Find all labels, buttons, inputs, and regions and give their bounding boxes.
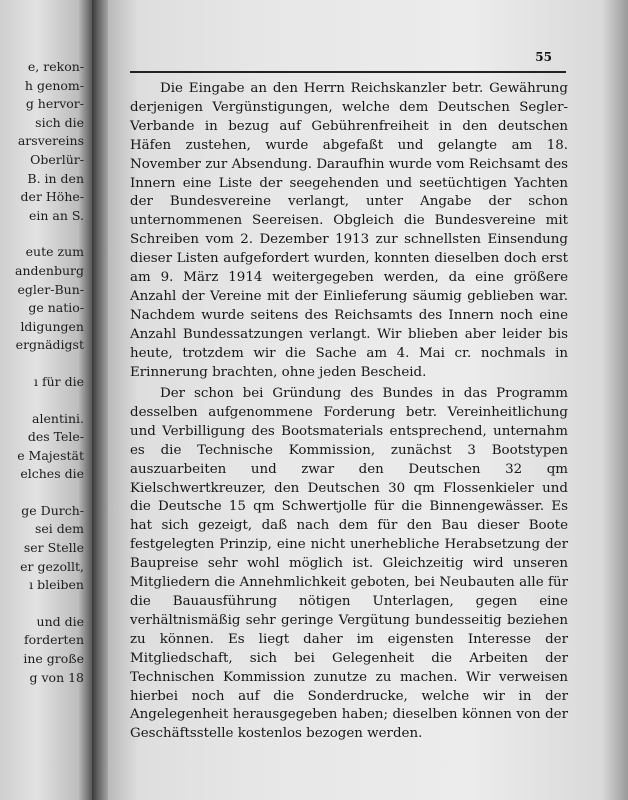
left-group-f: [15, 613, 84, 687]
left-group-b: [15, 243, 84, 355]
left-line: ı bleiben: [29, 577, 84, 593]
left-line: andenburg: [15, 262, 84, 278]
left-group-c: [15, 373, 84, 392]
left-page: [0, 0, 92, 800]
left-page-text: [15, 58, 84, 687]
left-line: ein an S.: [29, 207, 84, 223]
paragraph-bootstypen: Der schon bei Gründung des Bundes in das Programm desselben aufgenommene Forderung betr. Vereinheitlichung und Verbilligung des Bootsmaterials entsprechend, unternahm es die Technische Kommission, zunächst 3 Bootstypen auszuarbeiten und zwar den Deutschen 32 qm Kielschwertkreuzer, den Deutschen 30 qm Flossenkieler und die Deutsche 15 qm Schwertjolle für die Binnengewässer. Es hat sich gezeigt, daß nach dem für den Bau dieser Boote festgelegten Prinzip, eine nicht unerhebliche Herabsetzung der Baupreise sehr wohl möglich ist. Gleichzeitig wird unseren Mitgliedern die Annehmlichkeit geboten, bei Neubauten alle für die Bauausführung nötigen Unterlagen, gegen eine verhältnismäßig sehr geringe Vergütung bundesseitig beziehen zu können. Es liegt daher im eigensten Interesse der Mitgliedschaft, sich bei Gelegenheit die Arbeiten der Technischen Kommission zunutze zu machen. Wir verweisen hierbei noch auf die Sonderdrucke, welche wir in der Angelegenheit herausgegeben haben; dieselben können von der Geschäftsstelle kostenlos bezogen werden.: [130, 386, 568, 742]
right-page: [108, 0, 628, 800]
left-line: ı für die: [34, 373, 84, 389]
left-line: und die: [36, 613, 84, 629]
left-line: er gezollt,: [20, 558, 84, 574]
left-line: egler-Bun-: [17, 281, 84, 297]
left-line: arsvereins: [17, 133, 84, 149]
header-rule: [130, 71, 566, 73]
left-line: elches die: [20, 466, 84, 482]
left-line: e, rekon-: [27, 59, 84, 74]
left-line: ge natio-: [28, 300, 84, 316]
left-line: ldigungen: [20, 318, 84, 334]
left-line: der Höhe-: [20, 189, 84, 205]
left-group-e: [15, 502, 84, 595]
left-line: ser Stelle: [23, 540, 84, 556]
left-line: ergnädigst: [15, 337, 84, 353]
left-line: sei dem: [34, 521, 84, 537]
left-line: ge Durch-: [21, 502, 84, 518]
left-group-a: [15, 58, 84, 225]
left-line: ine große: [23, 651, 84, 667]
left-line: h genom-: [24, 77, 84, 93]
left-line: eute zum: [25, 244, 84, 260]
left-line: sich die: [35, 114, 84, 130]
left-line: g von 18: [29, 669, 84, 685]
paragraph-gebuehrenfreiheit: Die Eingabe an den Herrn Reichskanzler betr. Gewährung derjenigen Vergünstigungen, welche dem Deutschen Segler-Verbande in bezug auf Gebührenfreiheit in den deutschen Häfen zustehen, wurde abgefaßt und gelangte am 18. November zur Absendung. Daraufhin wurde vom Reichsamt des Innern eine Liste der seegehenden und seetüchtigen Yachten der Bundesvereine verlangt, unter Angabe der schon unternommenen Seereisen. Obgleich die Bundesvereine mit Schreiben vom 2. Dezember 1913 zur schnellsten Einsendung dieser Listen aufgefordert wurden, konnten dieselben doch erst am 9. März 1914 weitergegeben werden, da eine größere Anzahl der Vereine mit der Einlieferung säumig geblieben war. Nachdem wurde seitens des Reichsamts des Innern noch eine Anzahl Bundessatzungen verlangt. Wir blieben aber leider bis heute, trotzdem wir die Sache am 4. Mai cr. nochmals in Erinnerung brachten, ohne jeden Bescheid.: [130, 81, 568, 380]
left-line: B. in den: [27, 170, 84, 186]
left-line: g hervor-: [25, 96, 84, 112]
page-number: 55: [535, 50, 552, 64]
left-line: alentini.: [32, 410, 84, 426]
left-line: forderten: [24, 632, 84, 648]
left-line: e Majestät: [17, 447, 84, 463]
left-line: des Tele-: [27, 429, 84, 445]
left-line: Oberlür-: [30, 151, 84, 167]
left-group-d: [15, 410, 84, 484]
